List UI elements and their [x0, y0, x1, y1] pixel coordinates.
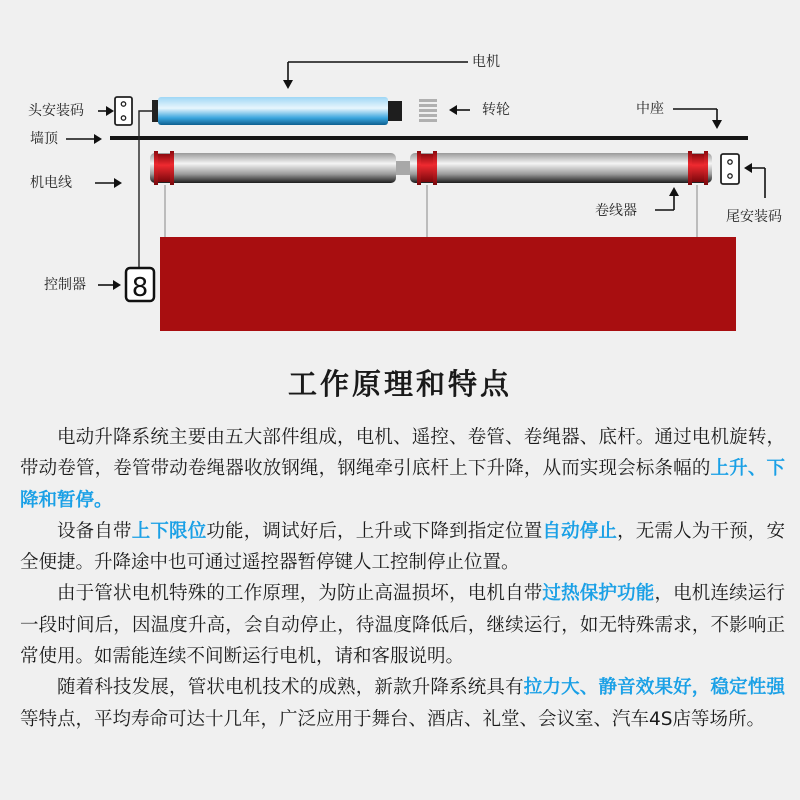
body-text-run: ，电机连续运行一段时间后，因温度升高，会自动停止，待温度降低后，继续运行，如无特殊需求，不影响正常使用。如需能连续不间断运行电机，请和客服说明。: [20, 583, 785, 668]
lift-system-diagram: [0, 0, 800, 345]
body-text-run: 等特点，平均寿命可达十几年，广泛应用于舞台、酒店、礼堂、会议室、汽车4S店等场所。: [20, 708, 766, 730]
diagram-drawing: [0, 0, 800, 345]
paragraph-2: [20, 516, 785, 579]
body-text-run: 设备自带: [57, 520, 132, 542]
label-wheel: 转轮: [482, 102, 510, 118]
label-motor: 电机: [472, 54, 500, 70]
highlight-text: 过热保护功能: [542, 583, 655, 605]
body-text-run: ，无需人为干预，安全便捷。升降途中也可通过遥控器暂停键人工控制停止位置。: [20, 520, 785, 574]
highlight-text: 上下限位: [131, 520, 207, 542]
paragraph-3: [20, 578, 785, 672]
label-center-seat: 中座: [636, 101, 664, 117]
label-ceiling: 墙顶: [30, 131, 58, 147]
highlight-text: 上升、下降和暂停。: [20, 458, 785, 511]
motor-wire: [139, 111, 152, 268]
motor: [152, 97, 402, 125]
label-winder: 卷线器: [595, 203, 637, 219]
body-text-run: 功能，调试好后，上升或下降到指定位置: [206, 520, 543, 542]
wheel: [419, 99, 437, 122]
label-tail-mount: 尾安装码: [726, 209, 782, 225]
head-mount-bracket: [115, 97, 132, 125]
body-text-run: 电动升降系统主要由五大部件组成，电机、遥控、卷管、卷绳器、底杆。通过电机旋转，带动卷管，卷管带动卷绳器收放钢绳，钢绳牵引底杆上下升降，从而实现会标条幅的: [20, 427, 785, 480]
winder-2: [417, 151, 437, 185]
body-text-run: 由于管状电机特殊的工作原理，为防止高温损坏，电机自带: [57, 583, 543, 605]
label-head-mount: 头安装码: [28, 103, 84, 119]
label-motor-wire: 机电线: [30, 175, 72, 191]
winder-1: [154, 151, 174, 185]
paragraph-1: [20, 422, 785, 516]
ceiling-line: [110, 136, 748, 140]
banner: [160, 237, 736, 331]
label-controller: 控制器: [44, 277, 86, 293]
highlight-text: 拉力大、静音效果好，稳定性强: [523, 677, 785, 699]
tail-mount-bracket: [721, 154, 739, 184]
paragraph-4: [20, 672, 785, 735]
highlight-text: 自动停止: [542, 520, 618, 542]
body-text-run: 随着科技发展，管状电机技术的成熟，新款升降系统具有: [57, 677, 524, 699]
controller-digit: 8: [131, 273, 149, 303]
winder-3: [688, 151, 708, 185]
controller: [126, 268, 154, 303]
description-text: [20, 422, 785, 735]
page-title: 工作原理和特点: [287, 367, 512, 401]
